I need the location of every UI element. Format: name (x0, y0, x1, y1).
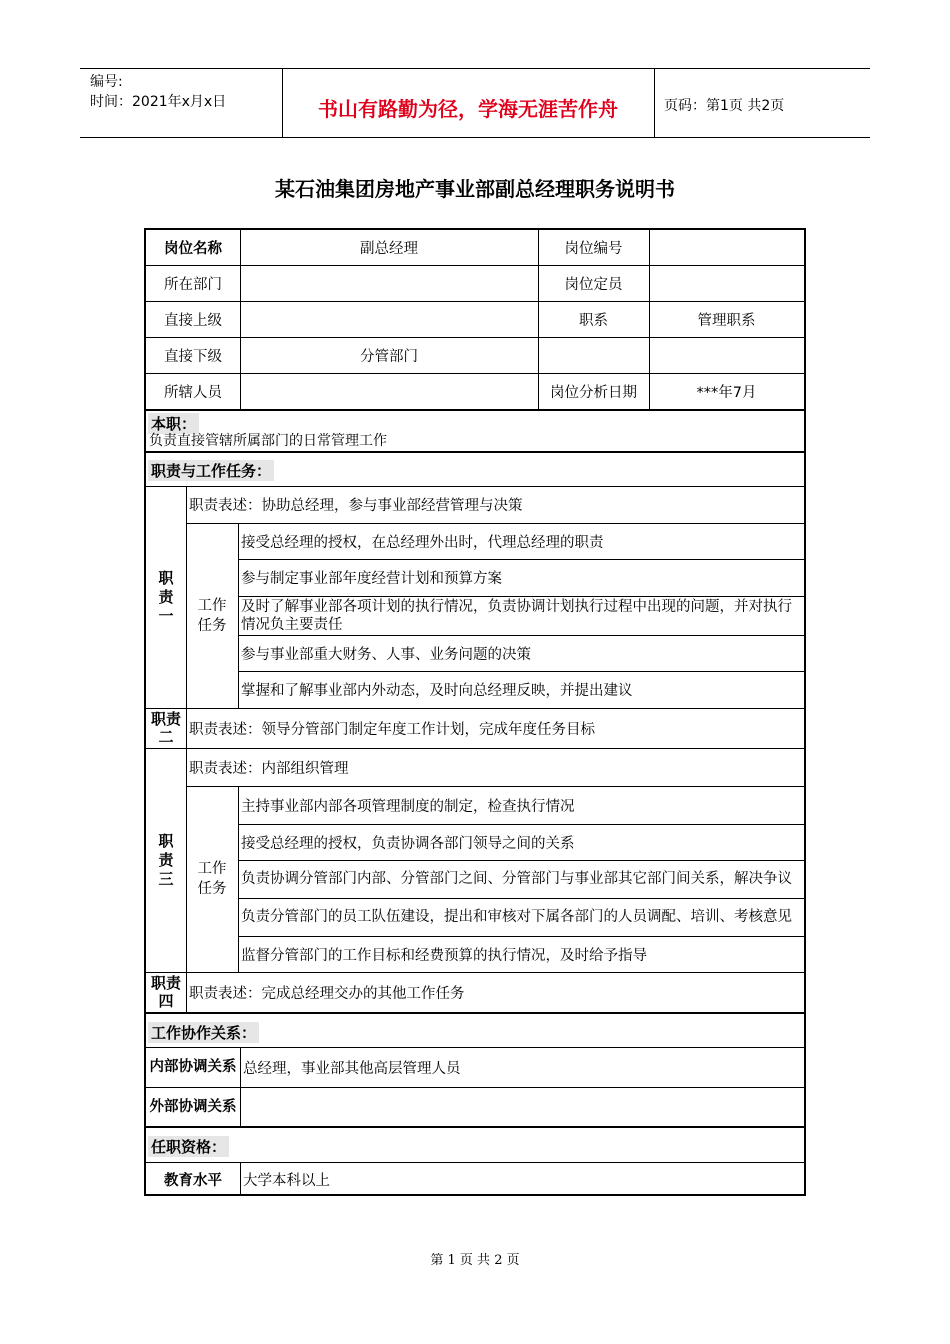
job-family-label: 职系 (579, 312, 608, 329)
responsibility-4-statement: 职责表述：完成总经理交办的其他工作任务 (189, 985, 465, 1002)
job-family-value: 管理职系 (697, 312, 756, 329)
responsibility-1-task-1: 接受总经理的授权，在总经理外出时，代理总经理的职责 (241, 534, 604, 551)
header-page-cell (654, 69, 870, 137)
external-coordination-label: 外部协调关系 (149, 1098, 237, 1115)
department-label: 所在部门 (164, 276, 222, 293)
responsibility-1-task-5: 掌握和了解事业部内外动态，及时向总经理反映，并提出建议 (241, 683, 633, 699)
document-time-label: 时间：2021年x月x日 (90, 94, 227, 110)
header-motto-cell (282, 69, 655, 137)
department-value (240, 265, 538, 301)
subordinate-extra-cell (538, 337, 649, 373)
qualification-section-label: 任职资格： (148, 1136, 229, 1157)
responsibility-1-task-2: 参与制定事业部年度经营计划和预算方案 (241, 571, 502, 587)
headcount-value (649, 265, 804, 301)
header-left-cell (80, 69, 283, 137)
cooperation-section-label: 工作协作关系： (148, 1022, 259, 1043)
responsibility-3-task-4: 负责分管部门的员工队伍建设，提出和审核对下属各部门的人员调配、培训、考核意见 (241, 909, 792, 925)
analysis-date-label: 岗位分析日期 (550, 384, 637, 401)
responsibility-3-name: 职责三 (158, 831, 174, 888)
external-coordination-value (240, 1087, 804, 1126)
headcount-label: 岗位定员 (564, 276, 623, 293)
responsibility-3-task-2: 接受总经理的授权，负责协调各部门领导之间的关系 (241, 835, 575, 852)
duty-text: 负责直接管辖所属部门的日常管理工作 (149, 433, 387, 449)
superior-value (240, 301, 538, 337)
job-description-table (144, 228, 806, 1196)
responsibility-3-task-label: 工作任务 (197, 861, 227, 897)
responsibility-1-task-4: 参与事业部重大财务、人事、业务问题的决策 (241, 646, 531, 663)
document-title: 某石油集团房地产事业部副总经理职务说明书 (275, 177, 675, 201)
responsibility-1-task-label: 工作任务 (197, 597, 227, 634)
responsibility-2-name: 职责二 (150, 710, 181, 746)
header-motto: 书山有路勤为径，学海无涯苦作舟 (318, 97, 618, 121)
internal-coordination-label: 内部协调关系 (149, 1059, 237, 1075)
analysis-date-value: ***年7月 (696, 384, 757, 401)
page-footer: 第 1 页 共 2 页 (430, 1253, 520, 1268)
subordinate-extra-value (649, 337, 804, 373)
duty-section-label: 本职： (148, 413, 199, 434)
responsibility-2-statement: 职责表述：领导分管部门制定年度工作计划，完成年度任务目标 (189, 721, 595, 738)
education-value: 大学本科以上 (243, 1172, 330, 1189)
responsibility-1-task-3: 及时了解事业部各项计划的执行情况，负责协调计划执行过程中出现的问题，并对执行情况负主要责任 (241, 598, 792, 633)
post-number-label: 岗位编号 (564, 241, 623, 257)
post-name-value: 副总经理 (360, 241, 418, 257)
responsibility-3-task-5: 监督分管部门的工作目标和经费预算的执行情况，及时给予指导 (241, 947, 647, 964)
responsibility-3-task-3: 负责协调分管部门内部、分管部门之间、分管部门与事业部其它部门间关系，解决争议 (241, 871, 792, 887)
responsibility-4-name: 职责四 (150, 974, 181, 1010)
responsibility-1-statement: 职责表述：协助总经理，参与事业部经营管理与决策 (189, 498, 523, 514)
staff-value (240, 373, 538, 409)
document-number-label: 编号: (90, 74, 123, 90)
superior-label: 直接上级 (164, 312, 222, 329)
post-number-value (649, 230, 804, 265)
responsibility-3-statement: 职责表述：内部组织管理 (189, 760, 349, 777)
responsibility-1-name: 职责一 (158, 568, 174, 625)
responsibilities-section-label: 职责与工作任务： (148, 460, 274, 481)
staff-label: 所辖人员 (164, 384, 222, 401)
post-name-label: 岗位名称 (164, 241, 222, 257)
subordinate-label: 直接下级 (164, 348, 222, 365)
internal-coordination-value: 总经理，事业部其他高层管理人员 (243, 1060, 461, 1077)
page-header (80, 68, 870, 138)
education-label: 教育水平 (164, 1172, 222, 1189)
subordinate-value: 分管部门 (360, 348, 418, 365)
header-page-number: 页码：第1页 共2页 (664, 98, 785, 114)
responsibility-3-task-1: 主持事业部内部各项管理制度的制定，检查执行情况 (241, 798, 575, 815)
